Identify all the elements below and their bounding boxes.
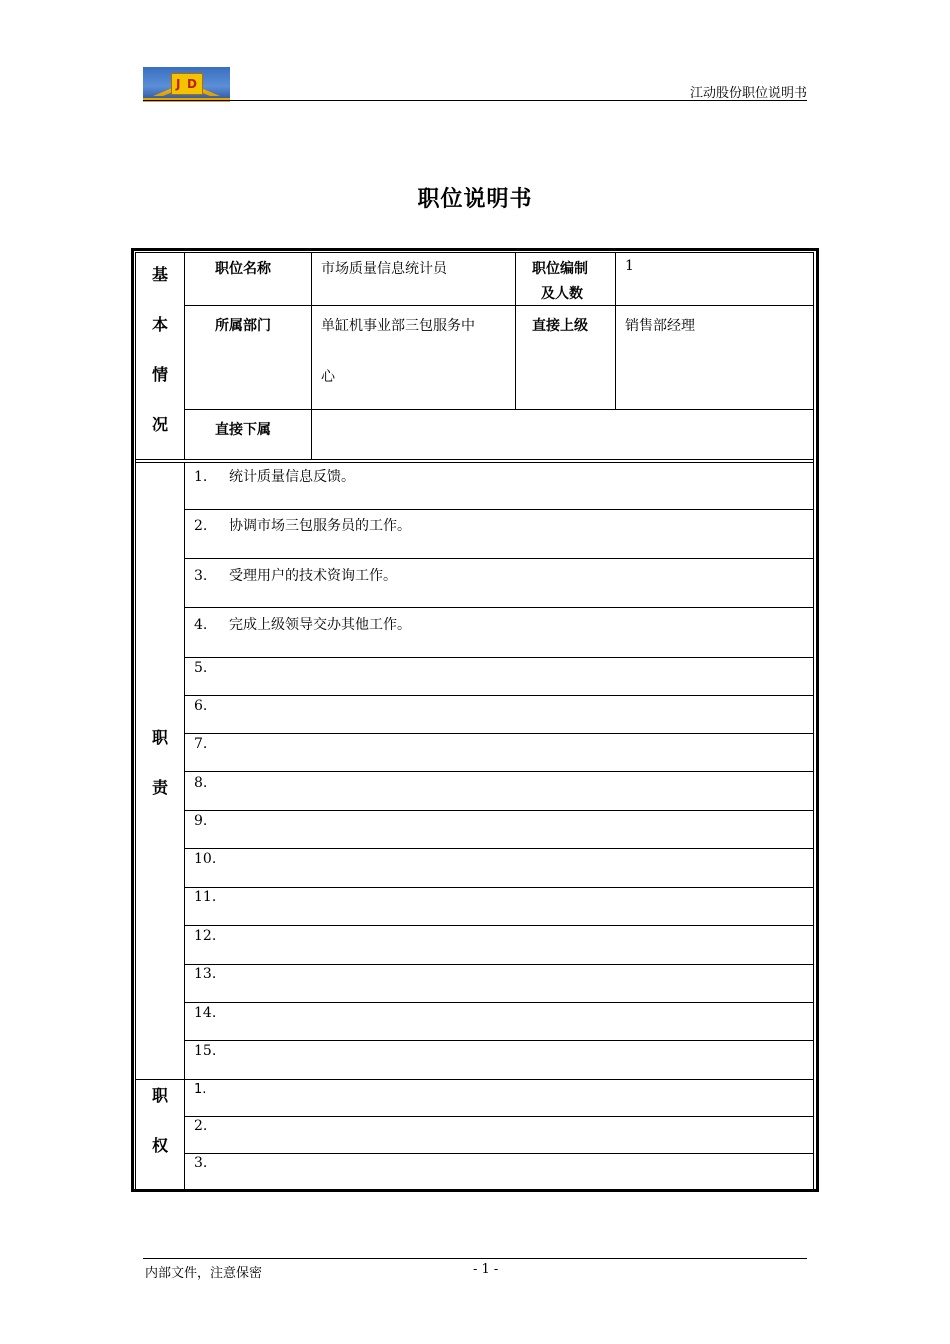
duty-row-line-7 xyxy=(184,771,814,772)
authority-row-line-1 xyxy=(184,1116,814,1117)
duty-number: 4. xyxy=(194,617,208,633)
authority-item xyxy=(194,1118,229,1134)
basic-section-bottom-a xyxy=(135,459,814,460)
table-inner-top-line xyxy=(135,252,814,253)
logo-mark xyxy=(171,73,203,95)
duty-item xyxy=(194,1005,229,1021)
duty-item xyxy=(194,515,411,535)
duty-item xyxy=(194,736,229,752)
duty-row-line-4 xyxy=(184,657,814,658)
duty-item xyxy=(194,813,229,829)
basic-section-char-2: 本 xyxy=(151,315,168,334)
duty-number: 7. xyxy=(194,736,208,752)
duties-section-bottom xyxy=(135,1079,814,1080)
authority-row-line-2 xyxy=(184,1153,814,1154)
subordinate-label: 直接下属 xyxy=(215,422,271,438)
duty-row-line-12 xyxy=(184,964,814,965)
authority-item xyxy=(194,1155,229,1171)
headcount-label-line-1: 职位编制 xyxy=(532,261,588,277)
duty-text: 协调市场三包服务员的工作。 xyxy=(229,518,411,534)
duty-number: 2. xyxy=(194,518,208,534)
duty-item xyxy=(194,966,229,982)
duty-text: 完成上级领导交办其他工作。 xyxy=(229,617,411,633)
duty-number: 13. xyxy=(194,966,217,982)
logo-letter-d: D xyxy=(187,77,197,91)
superior-label: 直接上级 xyxy=(532,318,588,334)
position-name-value: 市场质量信息统计员 xyxy=(321,261,447,277)
duty-row-line-9 xyxy=(184,848,814,849)
duty-row-line-1 xyxy=(184,509,814,510)
footer-confidential-note: 内部文件，注意保密 xyxy=(145,1266,263,1281)
header-document-name: 江动股份职位说明书 xyxy=(689,86,807,101)
table-inner-right-line xyxy=(813,252,814,1189)
duty-row-line-5 xyxy=(184,695,814,696)
duty-number: 3. xyxy=(194,568,208,584)
superior-value: 销售部经理 xyxy=(625,318,695,334)
duty-text: 受理用户的技术资询工作。 xyxy=(229,568,397,584)
headcount-value: 1 xyxy=(625,258,634,274)
department-value-line-1: 单缸机事业部三包服务中 xyxy=(321,318,475,334)
duty-item xyxy=(194,614,411,634)
authority-number: 3. xyxy=(194,1155,208,1171)
duty-row-line-8 xyxy=(184,810,814,811)
duty-item xyxy=(194,660,229,676)
authority-number: 2. xyxy=(194,1118,208,1134)
duty-row-line-14 xyxy=(184,1040,814,1041)
basic-row-line-2 xyxy=(184,409,814,410)
duty-row-line-3 xyxy=(184,607,814,608)
footer-page-number: - 1 - xyxy=(473,1262,499,1277)
department-value-line-2: 心 xyxy=(321,369,335,385)
duty-number: 8. xyxy=(194,775,208,791)
table-inner-left-line xyxy=(135,252,136,1189)
basic-section-char-4: 况 xyxy=(151,415,168,434)
basic-row-line-1 xyxy=(184,305,814,306)
basic-col-line-3 xyxy=(515,252,516,409)
duty-item xyxy=(194,1043,229,1059)
duty-row-line-13 xyxy=(184,1002,814,1003)
page-title: 职位说明书 xyxy=(417,187,533,212)
duty-number: 12. xyxy=(194,928,217,944)
basic-section-char-1: 基 xyxy=(151,265,168,284)
duty-number: 5. xyxy=(194,660,208,676)
duty-item xyxy=(194,466,355,486)
basic-section-char-3: 情 xyxy=(151,365,168,384)
logo-letter-j: J xyxy=(176,77,181,91)
duty-number: 1. xyxy=(194,469,208,485)
duty-item xyxy=(194,775,229,791)
duty-number: 15. xyxy=(194,1043,217,1059)
duty-row-line-11 xyxy=(184,925,814,926)
basic-col-line-2 xyxy=(311,252,312,459)
department-label: 所属部门 xyxy=(215,318,271,334)
footer-rule xyxy=(143,1258,807,1259)
duty-number: 6. xyxy=(194,698,208,714)
duty-item xyxy=(194,698,229,714)
duty-row-line-10 xyxy=(184,887,814,888)
duty-item xyxy=(194,889,229,905)
duty-number: 14. xyxy=(194,1005,217,1021)
duty-number: 10. xyxy=(194,851,217,867)
duty-row-line-2 xyxy=(184,558,814,559)
basic-section-bottom-b xyxy=(135,462,814,463)
headcount-label-line-2: 及人数 xyxy=(541,286,583,302)
company-logo xyxy=(143,67,230,102)
duty-item xyxy=(194,565,397,585)
duty-row-line-6 xyxy=(184,733,814,734)
authority-section-char-1: 职 xyxy=(151,1086,168,1105)
duties-section-char-2: 责 xyxy=(151,778,168,797)
basic-col-line-1 xyxy=(184,252,185,459)
duty-number: 9. xyxy=(194,813,208,829)
authority-number: 1. xyxy=(194,1082,207,1097)
position-name-label: 职位名称 xyxy=(215,261,271,277)
duty-number: 11. xyxy=(194,889,217,905)
basic-col-line-4 xyxy=(615,252,616,409)
duty-text: 统计质量信息反馈。 xyxy=(229,469,355,485)
duty-item xyxy=(194,851,229,867)
header-rule xyxy=(143,100,807,101)
authority-section-char-2: 权 xyxy=(151,1136,168,1155)
duties-section-char-1: 职 xyxy=(151,728,168,747)
authority-item xyxy=(194,1082,229,1097)
duty-item xyxy=(194,928,229,944)
job-description-table xyxy=(131,248,819,1192)
